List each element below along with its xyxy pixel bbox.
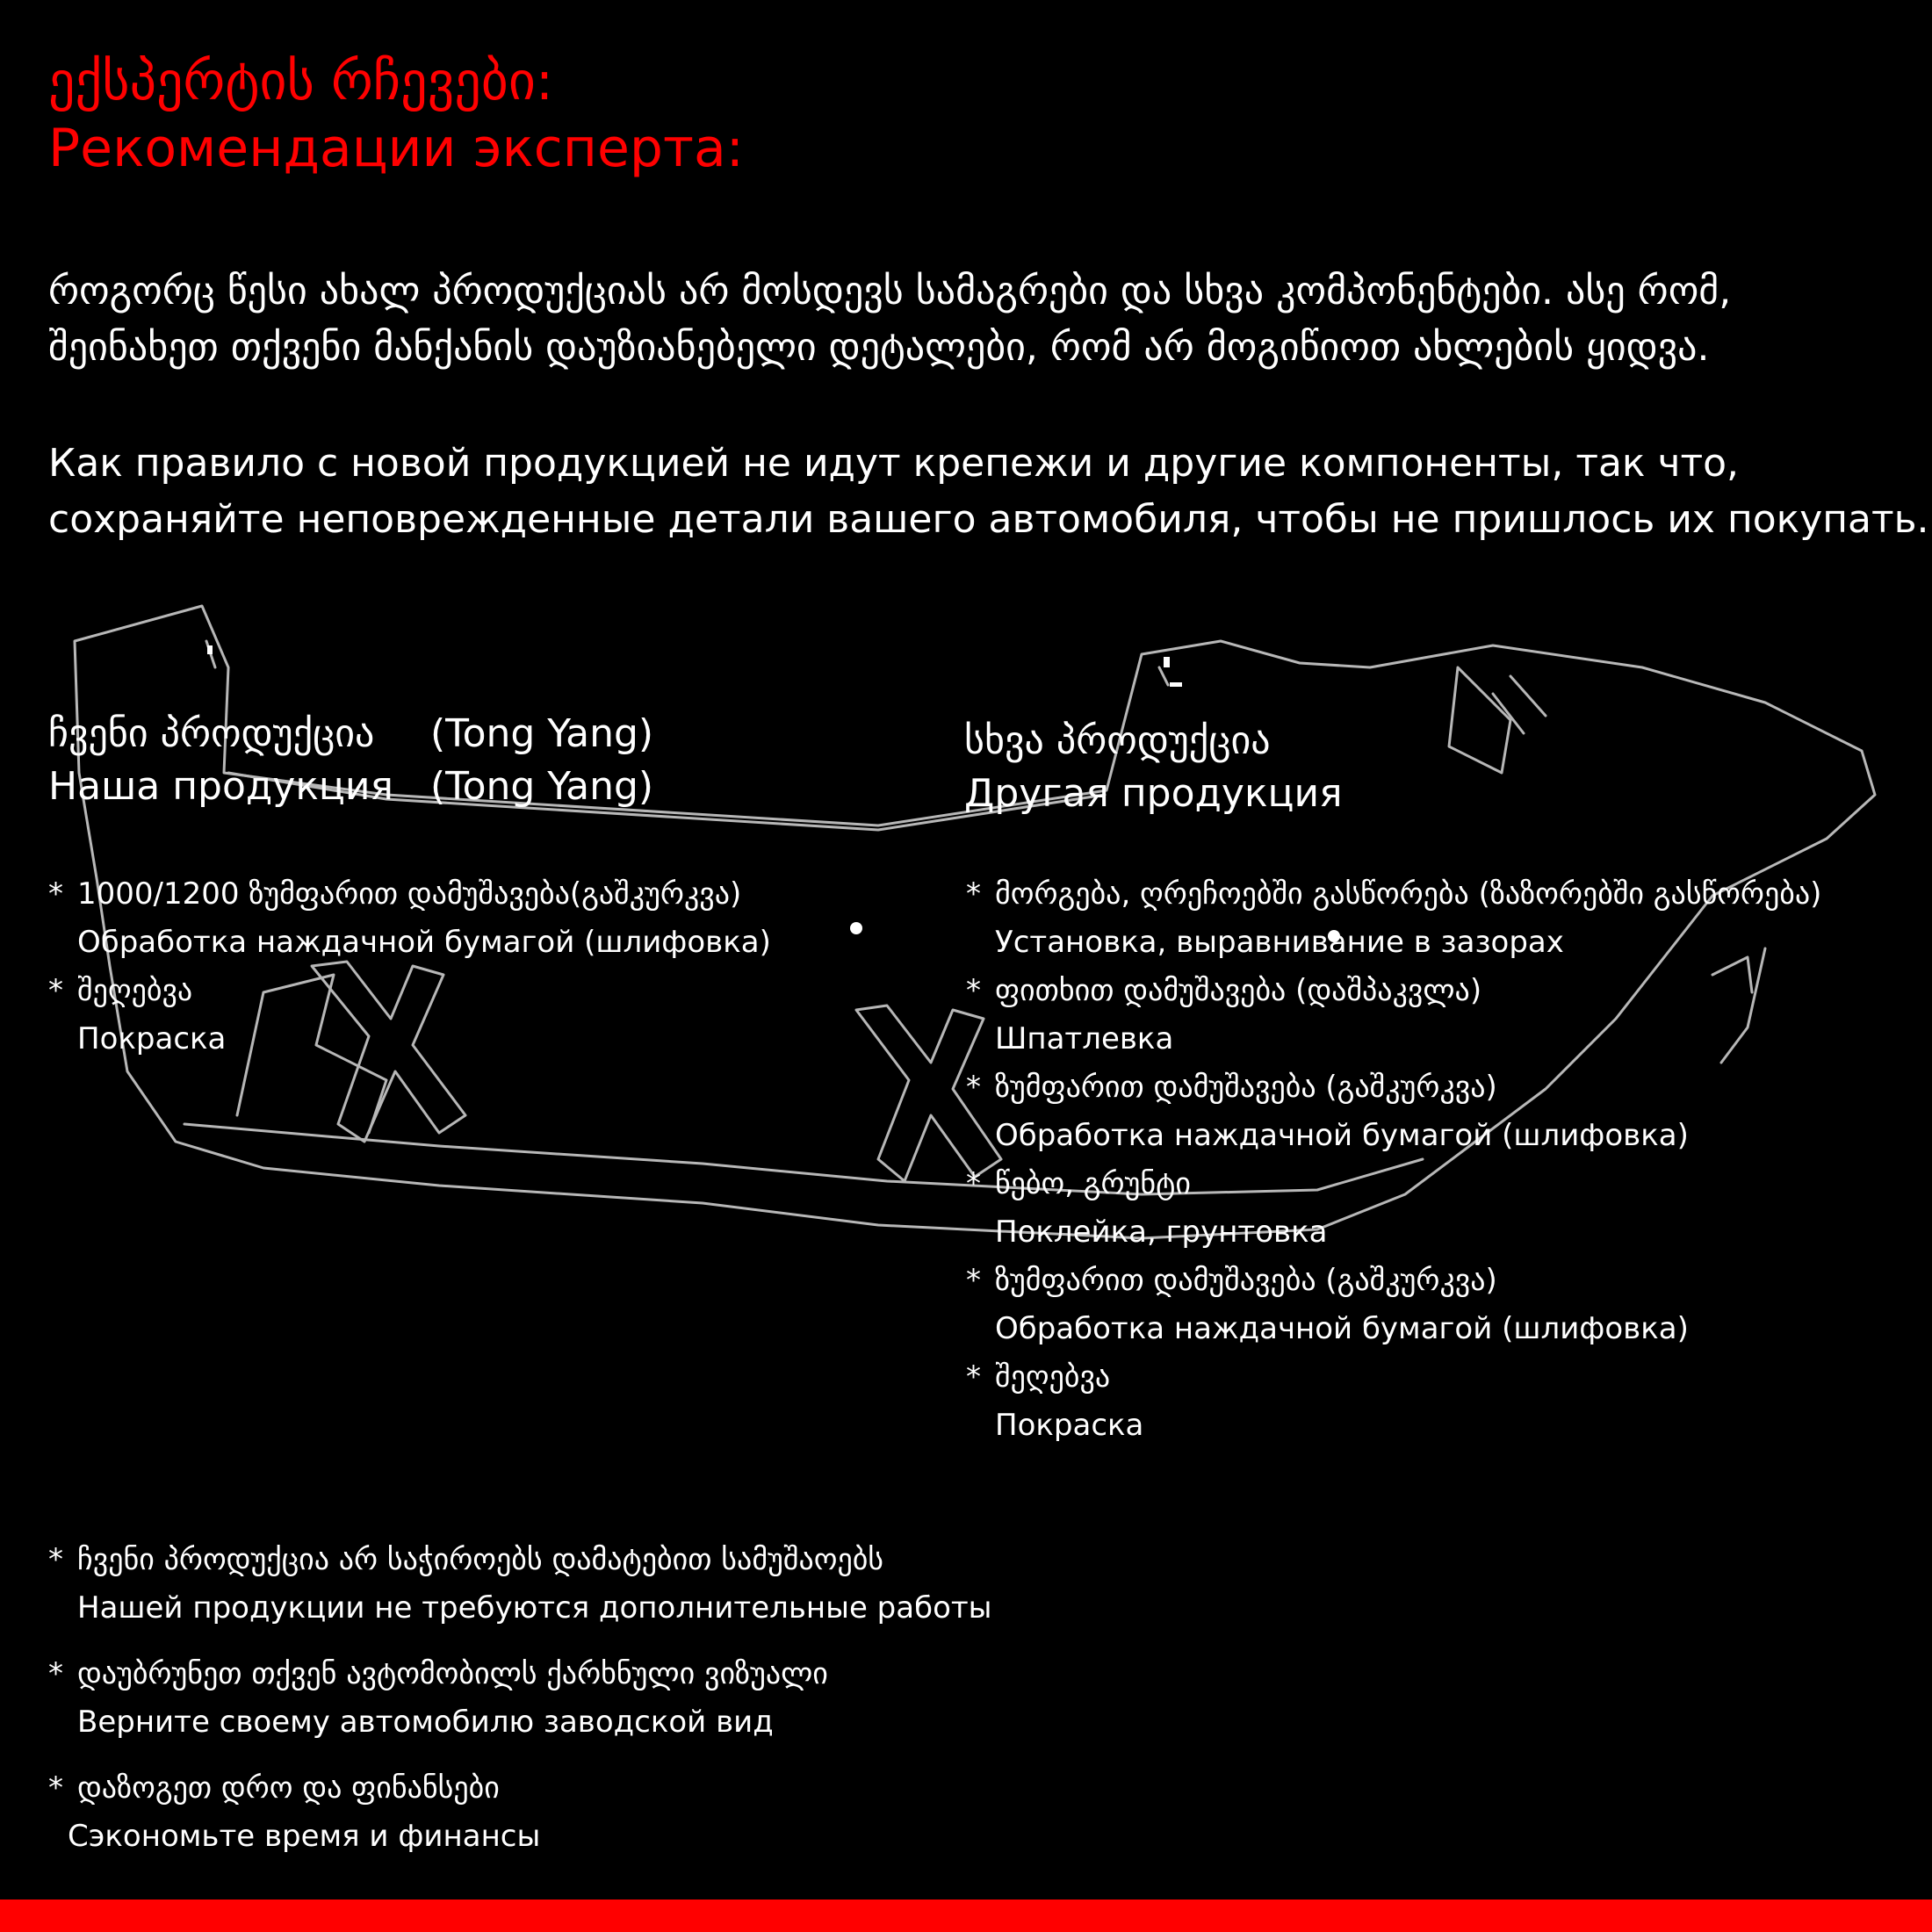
benefits-list [48,1535,992,1878]
intro-russian [48,436,1929,548]
list-item [48,1535,992,1632]
brand-label-2: (Tong Yang) [430,764,654,809]
bullet-asterisk: * [966,973,981,1008]
step-ka: შეღებვა [77,973,193,1008]
step-ru: Обработка наждачной бумагой (шлифовка) [995,1311,1689,1346]
step-ka: წებო, გრუნტი [995,1166,1191,1201]
list-item [966,869,1821,966]
step-ru: Поклейка, грунтовка [995,1215,1328,1250]
step-ru: Обработка наждачной бумагой (шлифовка) [995,1118,1689,1153]
list-item [966,1159,1821,1256]
other-product-heading-ru: Другая продукция [964,771,1343,816]
step-ru: Покраска [77,1021,227,1056]
our-product-brand [430,708,653,813]
page-title [48,48,744,182]
benefit-ru: Сэкономьте время и финансы [68,1819,541,1854]
other-product-steps [966,869,1821,1449]
step-ru: Шпатлевка [995,1021,1174,1056]
list-item [48,1763,992,1860]
list-item [48,966,771,1063]
title-georgian: ექსპერტის რჩევები: [48,51,554,112]
step-ka: ფითხით დამუშავება (დაშპაკვლა) [995,973,1482,1008]
benefit-ka: ჩვენი პროდუქცია არ საჭიროებს დამატებით სამუშაოებს [77,1542,884,1577]
list-item [966,966,1821,1063]
our-product-heading-ru: Наша продукция [48,764,393,809]
intro-russian-line-1: Как правило с новой продукцией не идут крепежи и другие компоненты, так что, [48,441,1740,486]
benefit-ru: Верните своему автомобилю заводской вид [77,1705,774,1740]
bullet-asterisk: * [966,876,981,912]
step-ka: ზუმფარით დამუშავება (გაშკურკვა) [995,1070,1497,1105]
intro-georgian [48,263,1892,376]
step-ka: შეღებვა [995,1359,1111,1395]
step-ka: ზუმფარით დამუშავება (გაშკურკვა) [995,1263,1497,1298]
our-product-steps [48,869,771,1063]
bullet-asterisk: * [966,1359,981,1395]
step-ru: Покраска [995,1408,1144,1443]
step-ka: მორგება, ღრეჩოებში გასწორება (ზაზორებში გასწორება) [995,876,1822,912]
list-item [966,1063,1821,1159]
bullet-asterisk: * [48,973,63,1008]
list-item [966,1256,1821,1352]
list-item [48,869,771,966]
intro-russian-line-2: сохраняйте неповрежденные детали вашего автомобиля, чтобы не пришлось их покупать. [48,497,1929,542]
title-russian: Рекомендации эксперта: [48,118,744,179]
our-product-heading-ka: ჩვენი პროდუქცია [48,711,375,756]
step-ka: 1000/1200 ზუმფარით დამუშავება(გაშკურკვა) [77,876,742,912]
list-item [48,1649,992,1746]
other-product-heading-ka: სხვა პროდუქცია [964,718,1271,763]
step-ru: Установка, выравнивание в зазорах [995,925,1564,960]
intro-georgian-line-1: როგორც წესი ახალ პროდუქციას არ მოსდევს სამაგრები და სხვა კომპონენტები. ასე რომ, [48,269,1732,314]
step-ru: Обработка наждачной бумагой (шлифовка) [77,925,771,960]
intro-georgian-line-2: შეინახეთ თქვენი მანქანის დაუზიანებელი დეტალები, რომ არ მოგიწიოთ ახლების ყიდვა. [48,325,1710,370]
bullet-asterisk: * [48,1542,63,1577]
bullet-asterisk: * [48,876,63,912]
footer-red-bar [0,1900,1932,1932]
brand-label-1: (Tong Yang) [430,711,654,756]
bullet-asterisk: * [966,1070,981,1105]
bullet-asterisk: * [48,1770,63,1806]
benefit-ka: დაუბრუნეთ თქვენ ავტომობილს ქარხნული ვიზუალი [77,1656,828,1691]
list-item [966,1352,1821,1449]
benefit-ka: დაზოგეთ დრო და ფინანსები [77,1770,500,1806]
bullet-asterisk: * [966,1263,981,1298]
benefit-ru: Нашей продукции не требуются дополнительные работы [77,1590,992,1626]
bullet-asterisk: * [48,1656,63,1691]
bullet-asterisk: * [966,1166,981,1201]
our-product-heading [48,708,393,813]
other-product-heading [964,715,1343,820]
